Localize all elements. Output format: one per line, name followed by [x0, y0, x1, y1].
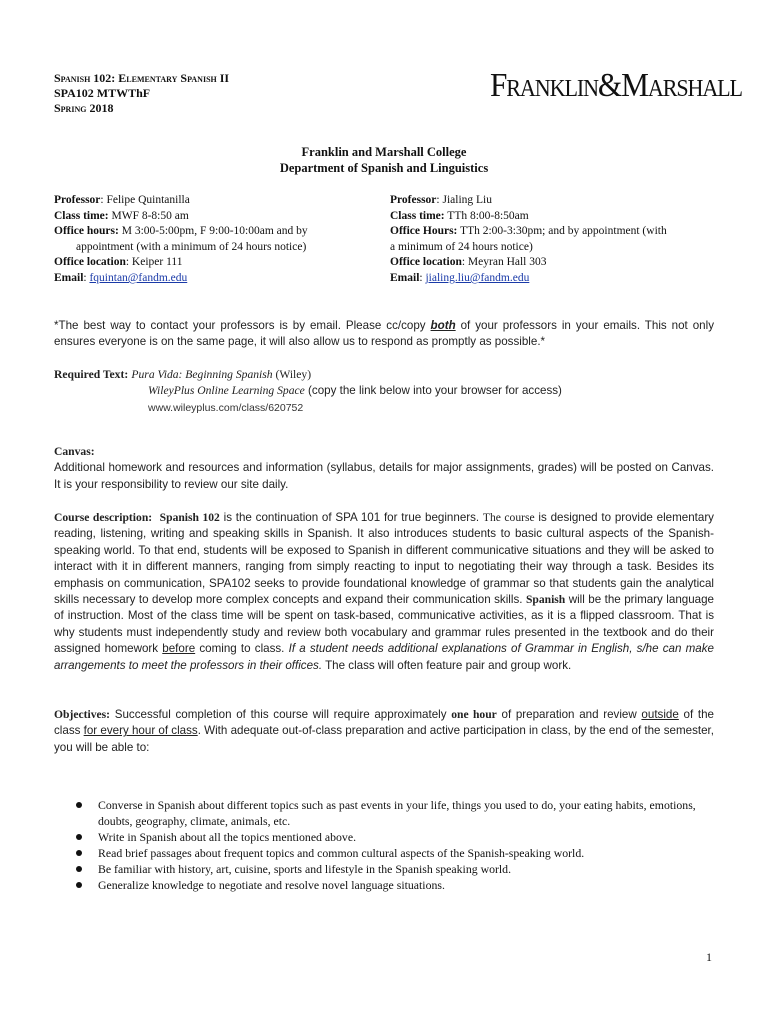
- course-description-text-1b: The course: [482, 511, 535, 524]
- list-item: Read brief passages about frequent topics and common cultural aspects of the Spanish-speaking world.: [54, 845, 714, 861]
- objectives-label: Objectives:: [54, 708, 111, 721]
- office-hours-label: Office Hours:: [390, 225, 458, 238]
- before-emphasis: before: [162, 642, 196, 656]
- professor-name: : Felipe Quintanilla: [100, 194, 190, 206]
- office-location-label: Office location: [390, 256, 462, 269]
- professor-label: Professor: [54, 194, 101, 206]
- class-time-label: Class time:: [54, 209, 109, 222]
- canvas-text: Additional homework and resources and information (syllabus, details for major assignments, grades) will be posted on Canvas. It is your responsibility to review our site daily.: [54, 461, 714, 491]
- office-hours-continued: a minimum of 24 hours notice): [390, 240, 533, 253]
- professor-label: Professor: [390, 194, 437, 206]
- course-description-text-3: will be the primary language of instruction. Most of the class time will be spent on task-based, communicative activities, as it is a flipped classroom. That is why students must independently study and review both vocabulary and grammar rules presented in the textbook and do their assigned homework: [54, 593, 715, 656]
- class-time: MWF 8-8:50 am: [108, 209, 189, 222]
- online-platform-title: WileyPlus Online Learning Space: [148, 384, 305, 398]
- course-description-text-2: is designed to provide elementary reading, listening, writing and speaking skills in Spanish. It also introduces students to basic cultural aspects of the Spanish-speaking world. To that end, students will be exposed to Spanish in different communicative situations and they will be asked to interact with it in different manners, ranging from simply reacting to input to negotiating their way through a task. Besides its emphasis on communication, SPA102 seeks to provide foundational knowledge of grammar so that students gain the analytical skills necessary to develop more complex concepts and expand their communication skills.: [54, 511, 714, 607]
- office-hours: TTh 2:00-3:30pm; and by appointment (with: [457, 225, 667, 238]
- list-item: Write in Spanish about all the topics mentioned above.: [54, 829, 714, 845]
- course-description-text-5: The class will often feature pair and group work.: [322, 658, 572, 672]
- college-logo: [490, 62, 742, 110]
- course-description: [54, 510, 714, 674]
- one-hour-emphasis: one hour: [451, 708, 497, 721]
- objectives-section: [54, 707, 714, 756]
- email-link[interactable]: jialing.liu@fandm.edu: [425, 271, 530, 284]
- office-hours-label: Office hours:: [54, 225, 119, 238]
- canvas-section: [54, 444, 714, 493]
- course-description-italic: If a student needs additional explanations of Grammar in English, s/he can make arrangements to meet the professors in their offices.: [54, 642, 714, 672]
- canvas-heading: Canvas:: [54, 445, 95, 458]
- course-term: Spring 2018: [54, 101, 114, 115]
- contact-note-emphasis: both: [430, 319, 456, 332]
- class-time-label: Class time:: [390, 209, 445, 222]
- course-description-text-4: coming to class.: [195, 642, 289, 656]
- objectives-text-3: of the class: [54, 708, 714, 738]
- email-label: Email: [54, 271, 84, 284]
- office-location: : Meyran Hall 303: [461, 256, 547, 269]
- department-name: Department of Spanish and Linguistics: [279, 161, 489, 175]
- outside-emphasis: outside: [641, 708, 679, 721]
- list-item: Converse in Spanish about different topics such as past events in your life, things you used to do, your eating habits, emotions, doubts, geography, climate, animals, etc.: [54, 797, 714, 829]
- office-location-label: Office location: [54, 256, 126, 269]
- email-label: Email: [390, 271, 420, 284]
- logo-wordmark: Franklin&Marshall: [490, 67, 742, 104]
- professor-block-2: Professor: Jialing Liu Class time: TTh 8:00-8:50am Office Hours: TTh 2:00-3:30pm; and by appointment (with a minimum of 24 hours notice) Office location: Meyran Hall 303 Email: jialing.liu@fandm.edu: [390, 193, 720, 287]
- course-code: SPA102 MTWThF: [54, 86, 151, 100]
- course-header: [54, 71, 229, 116]
- contact-note-text: *The best way to contact your professors is by email. Please cc/copy: [54, 319, 431, 332]
- college-name: Franklin and Marshall College: [301, 145, 467, 159]
- course-title: Spanish 102: Elementary Spanish II: [54, 71, 230, 85]
- office-hours: M 3:00-5:00pm, F 9:00-10:00am and by: [118, 225, 308, 238]
- contact-note-text-end: of your professors in your emails. This not only ensures everyone is on the same page, it will also allow us to respond as promptly as possible.*: [54, 319, 715, 349]
- objectives-text-1: Successful completion of this course will require approximately: [110, 708, 452, 721]
- email-link[interactable]: fquintan@fandm.edu: [89, 271, 188, 284]
- office-hours-continued: appointment (with a minimum of 24 hours notice): [76, 240, 307, 253]
- objectives-list: [54, 797, 714, 893]
- contact-note: [54, 318, 714, 351]
- textbook-title: Pura Vida: Beginning Spanish: [131, 368, 273, 381]
- professor-name: : Jialing Liu: [436, 194, 493, 206]
- objectives-text-2: of preparation and review: [496, 708, 642, 721]
- class-time: TTh 8:00-8:50am: [444, 209, 529, 222]
- textbook-publisher: (Wiley): [272, 368, 312, 381]
- professor-block-1: Professor: Felipe Quintanilla Class time: MWF 8-8:50 am Office hours: M 3:00-5:00pm, F 9:00-10:00am and by appointment (with a minimum of 24 hours notice) Office location: Keiper 111 Email: fquintan@fandm.edu: [54, 193, 354, 287]
- course-description-text-1: is the continuation of SPA 101 for true beginners.: [219, 511, 483, 524]
- wileyplus-url[interactable]: www.wileyplus.com/class/620752: [148, 401, 304, 414]
- every-hour-emphasis: for every hour of class: [83, 724, 198, 738]
- instruction-language: Spanish: [525, 593, 566, 607]
- office-location: : Keiper 111: [125, 256, 183, 269]
- list-item: Generalize knowledge to negotiate and resolve novel language situations.: [54, 877, 714, 893]
- course-description-label: Course description:: [54, 511, 153, 524]
- list-item: Be familiar with history, art, cuisine, sports and lifestyle in the Spanish speaking world.: [54, 861, 714, 877]
- course-name: Spanish 102: [159, 511, 220, 524]
- required-text-section: [54, 367, 714, 416]
- required-text-label: Required Text:: [54, 368, 129, 381]
- page-number: 1: [706, 950, 712, 964]
- online-platform-note: (copy the link below into your browser for access): [304, 384, 562, 398]
- objectives-text-4: . With adequate out-of-class preparation and active participation in class, by the end of the semester, you will be able to:: [54, 724, 714, 754]
